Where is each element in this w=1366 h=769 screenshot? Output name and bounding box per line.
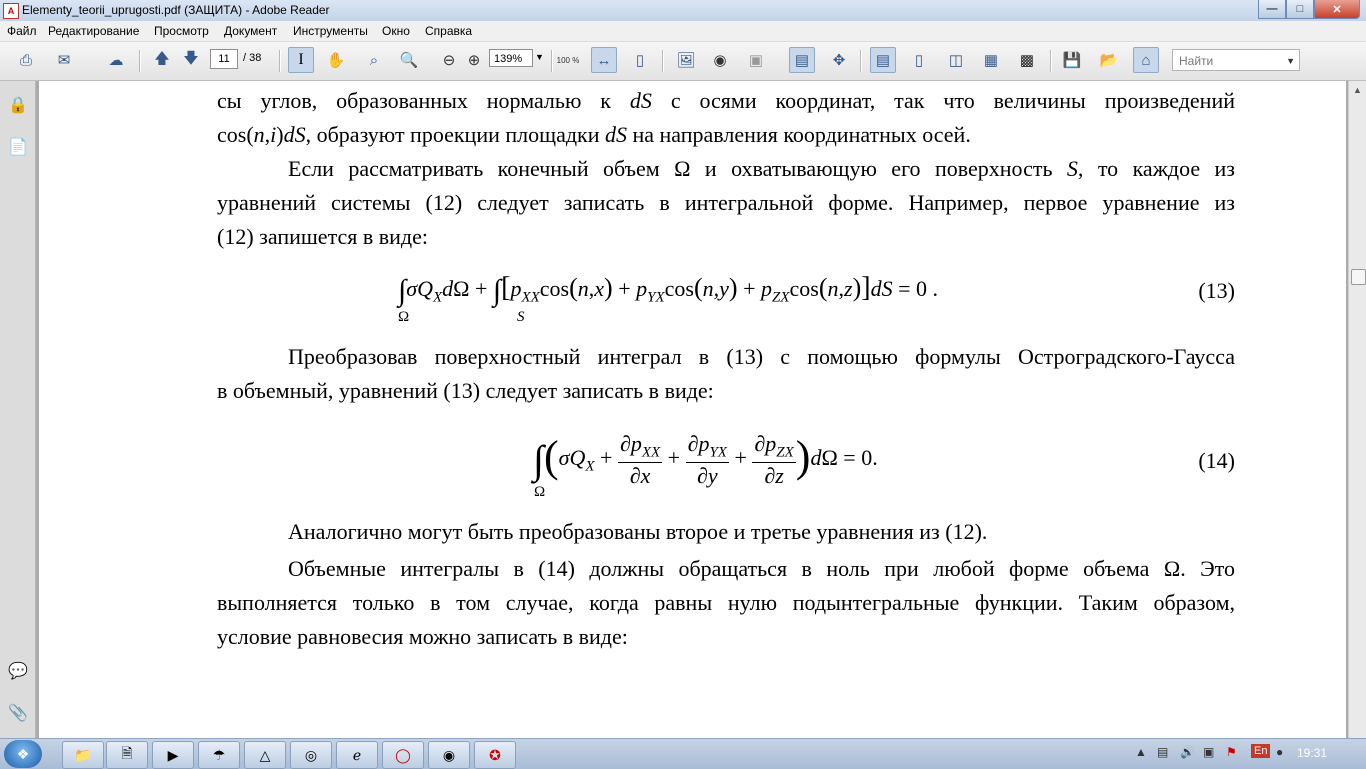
italic-symbol: dS <box>604 122 627 147</box>
read-mode-icon[interactable]: ▩ <box>1019 52 1035 69</box>
text-line: сы углов, образованных нормалью к dS с осями координат, так что величины произведений <box>217 88 1235 113</box>
home-icon[interactable]: ⌂ <box>1133 47 1159 73</box>
toolbar-divider <box>279 50 281 72</box>
text-line: cos(n,i)dS, образуют проекции площадки dS на направления координатных осей. <box>217 122 971 147</box>
lock-icon[interactable]: 🔒 <box>8 97 28 114</box>
previous-page-icon[interactable]: 🡅 <box>154 49 170 67</box>
zoom-level-select[interactable]: 139% <box>489 49 533 67</box>
actual-size-icon[interactable]: 100 % <box>556 55 580 65</box>
toolbar-divider <box>551 50 553 72</box>
equation-13: $\int\sigma Q_Xd\Omega + \int[p_{XX}\cos(n,x) + p_{YX}\cos(n,y) + p_{ZX}\cos(n,z)]dS = 0$ . <box>398 272 939 307</box>
windows-logo-icon: ❖ <box>16 745 30 762</box>
hand-tool-icon[interactable]: ✋ <box>326 52 346 69</box>
fit-page-icon[interactable]: ▯ <box>635 52 645 69</box>
italic-symbol: dS <box>283 122 306 147</box>
snapshot-icon[interactable]: 🖼 <box>676 52 696 69</box>
export-icon[interactable]: 💾 <box>1062 52 1082 69</box>
toolbar-divider <box>1050 50 1052 72</box>
page-total: / 38 <box>243 52 262 64</box>
toolbar-divider <box>139 50 141 72</box>
chevron-down-icon[interactable]: ▼ <box>1286 56 1295 66</box>
text-line: Объемные интегралы в (14) должны обращаться в ноль при любой форме объема Ω. Это <box>288 556 1235 581</box>
network-taskbar-icon[interactable]: ☂ <box>198 741 240 769</box>
select-text-tool-icon[interactable] <box>288 47 314 73</box>
page-layout-continuous-icon[interactable]: ▤ <box>870 47 896 73</box>
equation-13-subscript-s: S <box>517 309 525 325</box>
next-page-icon[interactable]: 🡇 <box>183 49 199 67</box>
italic-symbol: n <box>253 122 265 147</box>
text-line: (12) запишется в виде: <box>217 224 428 249</box>
marquee-zoom-icon[interactable]: ⌕ <box>369 51 379 69</box>
print-icon[interactable]: ⎙ <box>19 51 32 69</box>
network-tray-icon[interactable]: ▤ <box>1157 745 1169 759</box>
menu-edit[interactable]: Редактирование <box>48 24 140 38</box>
app2-taskbar-icon[interactable]: ◎ <box>290 741 332 769</box>
italic-symbol: i <box>270 122 277 147</box>
internet-explorer-taskbar-icon[interactable]: ℯ <box>336 741 378 769</box>
start-button[interactable] <box>4 740 42 768</box>
menu-view[interactable]: Просмотр <box>154 24 209 38</box>
word-taskbar-icon[interactable]: 🗎 <box>106 741 148 769</box>
menu-file[interactable]: Файл <box>7 24 37 38</box>
media-player-taskbar-icon[interactable]: ▶ <box>152 741 194 769</box>
scroll-up-icon[interactable]: ▲ <box>1353 85 1362 95</box>
menu-bar <box>0 21 1366 42</box>
app-taskbar-icon[interactable]: △ <box>244 741 286 769</box>
italic-symbol: S <box>1066 156 1078 181</box>
menu-help[interactable]: Справка <box>425 24 473 38</box>
maximize-button[interactable]: □ <box>1286 0 1314 19</box>
page-layout-single-icon[interactable]: ▯ <box>914 52 924 69</box>
page-layout-two-up-icon[interactable]: ◫ <box>948 52 964 69</box>
text-line: условие равновесия можно записать в виде: <box>217 624 628 649</box>
equation-13-subscript-omega: Ω <box>398 309 410 325</box>
equation-14-number: (14) <box>1198 448 1235 473</box>
stamp-icon[interactable]: ◉ <box>713 52 727 69</box>
device-tray-icon[interactable]: ▣ <box>1203 745 1215 759</box>
menu-tools[interactable]: Инструменты <box>293 24 368 38</box>
equation-13-number: (13) <box>1198 278 1235 303</box>
single-page-continuous-icon[interactable]: ▤ <box>789 47 815 73</box>
text-line: уравнений системы (12) следует записать в интегральной форме. Например, первое уравнение из <box>217 190 1235 215</box>
adobe-reader-taskbar-icon[interactable]: ✪ <box>474 741 516 769</box>
text-line: выполняется только в том случае, когда равны нулю подынтегральные функции. Таким образом, <box>217 590 1235 615</box>
menu-window[interactable]: Окно <box>382 24 410 38</box>
clock[interactable]: 19:31 <box>1297 746 1328 760</box>
adobe-reader-icon: A <box>3 3 19 19</box>
page-layout-two-up-continuous-icon[interactable]: ▦ <box>983 52 999 69</box>
explorer-taskbar-icon[interactable]: 📁 <box>62 741 104 769</box>
zoom-in-icon[interactable]: ⊕ <box>467 52 481 69</box>
collaborate-icon[interactable]: ☁ <box>108 52 124 69</box>
dynamic-zoom-icon[interactable]: 🔍 <box>399 52 419 69</box>
chrome-taskbar-icon[interactable]: ◉ <box>428 741 470 769</box>
minimize-button[interactable]: — <box>1258 0 1286 19</box>
search-placeholder: Найти <box>1179 54 1214 68</box>
title-bar <box>0 0 1366 22</box>
show-hidden-icons-icon[interactable]: ▲ <box>1135 745 1147 759</box>
fit-width-icon[interactable]: ↔ <box>591 47 617 73</box>
toolbar-divider <box>860 50 862 72</box>
pages-icon[interactable]: 📄 <box>8 139 28 156</box>
navigation-panel <box>0 81 36 738</box>
vertical-scrollbar[interactable] <box>1348 81 1366 738</box>
close-button[interactable]: ✕ <box>1314 0 1360 19</box>
select-tool-glyph: I <box>298 51 304 68</box>
text-line: Аналогично могут быть преобразованы второе и третье уравнения из (12). <box>288 519 988 544</box>
language-indicator[interactable]: En <box>1251 744 1270 758</box>
taskbar <box>0 738 1366 769</box>
import-icon[interactable]: 📂 <box>1099 52 1119 69</box>
attachments-icon[interactable]: 📎 <box>8 705 28 722</box>
equation-14: $\int(\sigma Q_X$ + $\partial p_{XX}$ ∂x + $\partial p_{YX}$ ∂y + $\partial p_{ZX}$ ∂z )dΩ = 0. <box>533 431 878 488</box>
camera-icon[interactable]: ▣ <box>748 52 764 69</box>
window-title: Elementy_teorii_uprugosti.pdf (ЗАЩИТА) - Adobe Reader <box>22 3 330 17</box>
equation-14-subscript-omega: Ω <box>534 484 546 500</box>
volume-tray-icon[interactable]: 🔊 <box>1180 745 1195 759</box>
text-line: в объемный, уравнений (13) следует записать в виде: <box>217 378 714 403</box>
page-number-input[interactable]: 11 <box>210 49 238 69</box>
italic-symbol: dS <box>629 88 652 113</box>
text-line: Если рассматривать конечный объем Ω и охватывающую его поверхность S, то каждое из <box>288 156 1235 181</box>
action-center-tray-icon[interactable]: ⚑ <box>1226 745 1237 759</box>
search-input[interactable] <box>1172 49 1300 71</box>
tray-icon[interactable]: ● <box>1276 745 1284 759</box>
toolbar-divider <box>662 50 664 72</box>
full-screen-icon[interactable]: ✥ <box>832 52 846 69</box>
text-line: Преобразовав поверхностный интеграл в (13) с помощью формулы Остроградского-Гаусса <box>288 344 1235 369</box>
share-icon[interactable]: ✉ <box>57 52 71 69</box>
opera-taskbar-icon[interactable]: ◯ <box>382 741 424 769</box>
comments-icon[interactable]: 💬 <box>8 663 28 680</box>
scroll-thumb[interactable] <box>1351 269 1366 285</box>
menu-document[interactable]: Документ <box>224 24 278 38</box>
zoom-out-icon[interactable]: ⊖ <box>442 52 456 69</box>
chevron-down-icon[interactable]: ▼ <box>535 52 544 62</box>
window-controls <box>1258 0 1360 18</box>
